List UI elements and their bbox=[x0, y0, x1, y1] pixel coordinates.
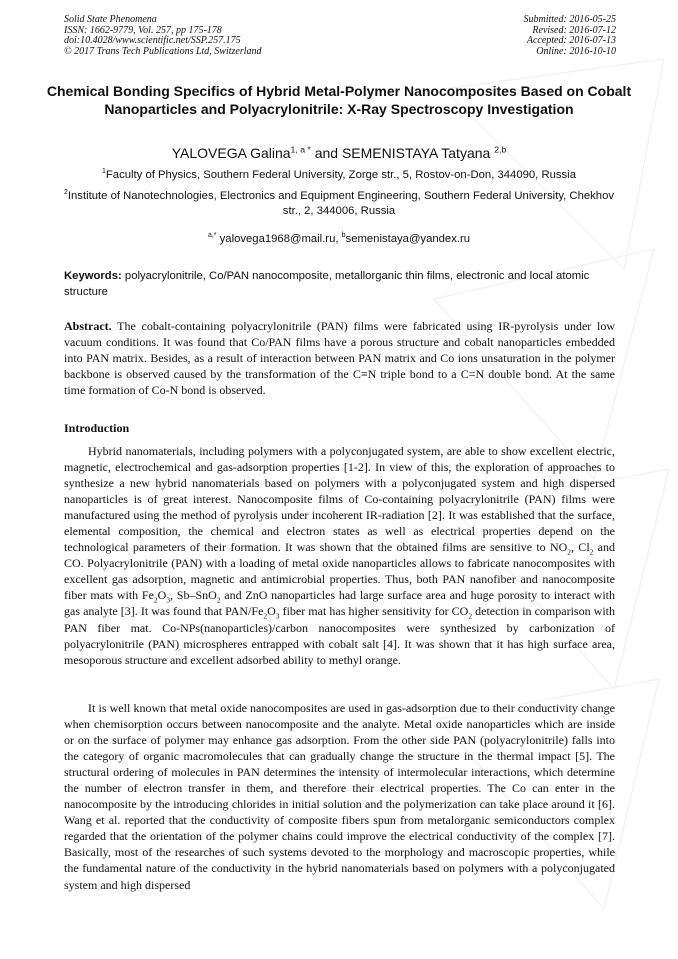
email-line bbox=[40, 232, 638, 247]
keywords-text: polyacrylonitrile, Co/PAN nanocomposite, metallorganic thin films, electronic and local atomic structure bbox=[64, 270, 590, 298]
email-2-marker: b bbox=[341, 232, 346, 240]
affiliation-1-marker: 1 bbox=[102, 168, 106, 176]
journal-name: Solid State Phenomena bbox=[64, 14, 157, 25]
keywords-label: Keywords: bbox=[64, 270, 122, 282]
issn-line: ISSN: 1662-9779, Vol. 257, pp 175-178 bbox=[64, 24, 222, 36]
abstract-text: The cobalt-containing polyacrylonitrile (PAN) films were fabricated using IR-pyrolysis under low vacuum conditions. It was found that Co/PAN films have a porous structure and cobalt nanoparticles embedded into PAN matrix. Besides, as a result of interaction between PAN matrix and Co ions unsaturation in the polymer backbone is observed caused by the transformation of the C≡N triple bond to a C=N double bond. At the same time formation of Co-N bond is observed. bbox=[64, 319, 615, 397]
email-1[interactable]: yalovega1968@mail.ru, bbox=[219, 233, 339, 245]
subscript-o3-second: 3 bbox=[275, 611, 280, 621]
subscript-fe2: 2 bbox=[153, 595, 158, 605]
paper-title: Chemical Bonding Specifics of Hybrid Metal-Polymer Nanocomposites Based on Cobalt Nanoparticles and Polyacrylonitrile: X-Ray Spectroscopy Investigation bbox=[46, 83, 632, 117]
doi-line: doi:10.4028/www.scientific.net/SSP.257.175 bbox=[64, 35, 241, 46]
affiliation-1-text: Faculty of Physics, Southern Federal University, Zorge str., 5, Rostov-on-Don, 344090, Russia bbox=[105, 169, 576, 181]
para-1-text-7: O bbox=[267, 604, 276, 619]
subscript-co2: 2 bbox=[468, 611, 473, 621]
author-connector: and bbox=[314, 145, 339, 161]
affiliation-2-text: Institute of Nanotechnologies, Electronics and Equipment Engineering, Southern Federal University, Chekhov str., 2, 344006, Russia bbox=[67, 190, 615, 217]
affiliation-1 bbox=[60, 168, 618, 183]
subscript-o3: 3 bbox=[166, 595, 171, 605]
para-1-text-3: and CO. Polyacrylonitrile (PAN) with a loading of metal oxide nanoparticles allows to fabricate nanocomposites with excellent gas adsorption, magnetic and antimicrobial properties. Thus, both PAN nanofiber and nanocomposite fiber mats with Fe bbox=[64, 540, 615, 603]
para-1-text-2: , Cl bbox=[571, 540, 590, 555]
affiliation-2 bbox=[60, 189, 618, 219]
author-1-superscript: 1, a * bbox=[290, 144, 311, 155]
subscript-cl2: 2 bbox=[589, 547, 594, 557]
introduction-paragraph-1 bbox=[64, 443, 615, 668]
submitted-date: Submitted: 2016-05-25 bbox=[523, 14, 616, 25]
subscript-fe2-second: 2 bbox=[263, 611, 268, 621]
abstract-label: Abstract. bbox=[64, 319, 112, 333]
accepted-date: Accepted: 2016-07-13 bbox=[526, 35, 616, 46]
email-2[interactable]: semenistaya@yandex.ru bbox=[345, 233, 471, 245]
publication-info bbox=[64, 15, 262, 57]
introduction-paragraph-2: It is well known that metal oxide nanocomposites are used in gas-adsorption due to their conductivity change when chemisorption occurs between nanocomposite and the analyte. Metal oxide nanoparticles which are inside or on the surface of polymer may enhance gas adsorption. From the other side PAN (polyacrylonitrile) falls into the category of organic macromolecules that can gradually change the structure in the thermal impact [5]. The structural ordering of molecules in PAN determines the intensity of intermolecular interactions, which determine the number of electron transfer in them, and therefore their electrical properties. The Co can enter in the nanocomposite by the introducing chlorides in initial solution and the polymerization can take place around it [6]. Wang et al. reported that the conductivity of composite fibers spun from metalorganic semiconductors complex regarded that the orientation of the polymer chains could improve the electrical conductivity of the complex [7]. Basically, most of the researches of such systems devoted to the morphology and macroscopic properties, while the fundamental nature of the conductivity in the hybrid nanomaterials based on polymers with a polyconjugated system and high dispersed bbox=[64, 701, 615, 892]
para-1-text-9: detection in comparison with PAN fiber mat. Co-NPs(nanoparticles)/carbon nanocomposites were synthesized by carbonization of polyacrylonitrile (PAN) microspheres entrapped with cobalt salt [4]. It was shown that it has high surface area, mesoporous structure and excellent adsorbed ability to methyl orange. bbox=[64, 604, 616, 667]
keywords-block bbox=[64, 268, 615, 300]
introduction-heading: Introduction bbox=[64, 421, 130, 435]
para-1-text-5: , Sb–SnO bbox=[170, 588, 217, 603]
para-1-text-8: fiber mat has higher sensitivity for CO bbox=[279, 604, 469, 619]
email-1-marker: a,* bbox=[207, 232, 217, 240]
copyright-line: © 2017 Trans Tech Publications Ltd, Switzerland bbox=[64, 45, 262, 57]
para-1-text-1: Hybrid nanomaterials, including polymers with a polyconjugated system, are able to show excellent electric, magnetic, electrochemical and gas-adsorption properties [1-2]. In view of this, the exploration of approaches to synthesize a new hybrid nanomaterials based on polymers with a polyconjugated system and high dispersed nanoparticles is of great interest. Nanocomposite films of Co-containing polyacrylonitrile (PAN) films were manufactured using the method of pyrolysis under incoherent IR-radiation [2]. It was established that the surface, elemental composition, the chemical and electron states as well as electrical properties depend on the technological parameters of their formation. It was shown that the obtained films are sensitive to NO bbox=[64, 444, 615, 555]
publication-dates bbox=[524, 15, 617, 57]
affiliation-2-marker: 2 bbox=[63, 189, 68, 197]
author-2-name: SEMENISTAYA Tatyana bbox=[341, 145, 491, 161]
para-1-text-4: O bbox=[157, 588, 167, 603]
abstract-block bbox=[64, 318, 615, 398]
subscript-no2: 2 bbox=[567, 547, 572, 557]
revised-date: Revised: 2016-07-12 bbox=[532, 24, 616, 36]
para-1-text-6: and ZnO nanoparticles had large surface area and huge porosity to interact with gas analyte [3]. It was found that PAN/Fe bbox=[64, 588, 615, 619]
author-line bbox=[40, 144, 638, 162]
author-2-superscript: 2,b bbox=[494, 144, 507, 155]
author-1-name: YALOVEGA Galina bbox=[171, 145, 291, 161]
subscript-sno2: 2 bbox=[216, 595, 221, 605]
online-date: Online: 2016-10-10 bbox=[536, 45, 616, 57]
